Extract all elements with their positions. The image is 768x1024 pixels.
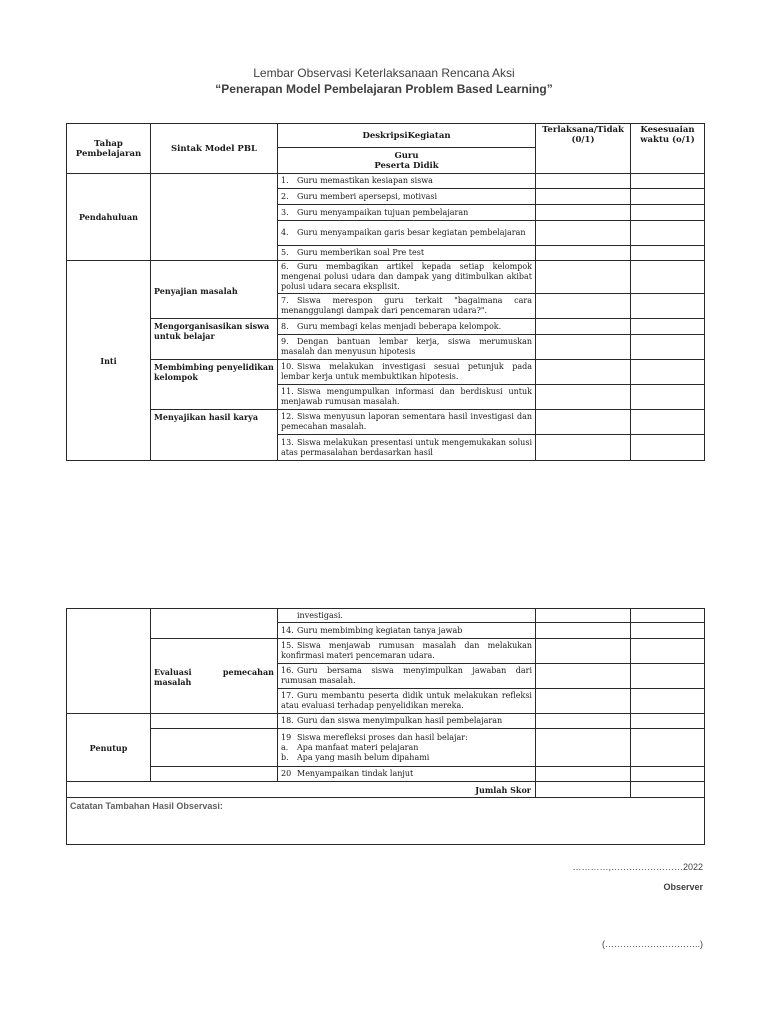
score-cell[interactable] <box>536 689 631 714</box>
score-cell[interactable] <box>536 639 631 664</box>
score-cell[interactable] <box>536 221 631 246</box>
time-cell[interactable] <box>631 174 705 189</box>
activity-item: 14. Guru membimbing kegiatan tanya jawab <box>278 623 536 639</box>
header-deskripsi: DeskripsiKegiatan <box>278 124 536 148</box>
time-cell[interactable] <box>631 639 705 664</box>
time-cell[interactable] <box>631 319 705 335</box>
activity-item: 7. Siswa merespon guru terkait "bagaimana cara menanggulangi dampak dari pencemaran udara?". <box>278 294 536 319</box>
observation-table-page2 <box>66 608 705 845</box>
sintak-empty <box>151 714 278 729</box>
activity-item: 10. Siswa melakukan investigasi sesuai petunjuk pada lembar kerja untuk membuktikan hipotesis. <box>278 360 536 385</box>
time-cell[interactable] <box>631 714 705 729</box>
score-cell[interactable] <box>536 261 631 294</box>
time-cell[interactable] <box>631 623 705 639</box>
time-cell[interactable] <box>631 261 705 294</box>
section-inti: Inti <box>67 261 151 461</box>
activity-item: 20 Menyampaikan tindak lanjut <box>278 767 536 782</box>
activity-item: 17. Guru membantu peserta didik untuk melakukan refleksi atau evaluasi terhadap penyelidikan mereka. <box>278 689 536 714</box>
activity-item: 18. Guru dan siswa menyimpulkan hasil pembelajaran <box>278 714 536 729</box>
score-cell[interactable] <box>536 335 631 360</box>
total-score-label: Jumlah Skor <box>67 782 536 798</box>
total-score-cell[interactable] <box>536 782 631 798</box>
sintak-evaluasi: Evaluasi pemecahan masalah <box>151 639 278 714</box>
time-cell[interactable] <box>631 664 705 689</box>
sintak-empty <box>151 609 278 639</box>
time-cell[interactable] <box>631 221 705 246</box>
activity-item: 12. Siswa menyusun laporan sementara hasil investigasi dan pemecahan masalah. <box>278 410 536 435</box>
observer-label: Observer <box>663 882 703 892</box>
score-cell[interactable] <box>536 174 631 189</box>
activity-item: 11. Siswa mengumpulkan informasi dan berdiskusi untuk menjawab rumusan masalah. <box>278 385 536 410</box>
time-cell[interactable] <box>631 729 705 767</box>
sintak-empty <box>151 729 278 767</box>
time-cell[interactable] <box>631 609 705 623</box>
signature-line: (…………………………..) <box>602 939 703 949</box>
time-cell[interactable] <box>631 360 705 385</box>
time-cell[interactable] <box>631 189 705 205</box>
activity-item: investigasi. <box>278 609 536 623</box>
activity-item: 4. Guru menyampaikan garis besar kegiatan pembelajaran <box>278 221 536 246</box>
sintak-membimbing: Membimbing penyelidikan kelompok <box>151 360 278 410</box>
activity-item: 2. Guru memberi apersepsi, motivasi <box>278 189 536 205</box>
document-title: Lembar Observasi Keterlaksanaan Rencana Aksi <box>253 66 515 80</box>
score-cell[interactable] <box>536 319 631 335</box>
notes-field[interactable]: Catatan Tambahan Hasil Observasi: <box>67 798 705 845</box>
score-cell[interactable] <box>536 435 631 461</box>
sintak-menyajikan: Menyajikan hasil karya <box>151 410 278 461</box>
time-cell[interactable] <box>631 246 705 261</box>
score-cell[interactable] <box>536 385 631 410</box>
header-terlaksana: Terlaksana/Tidak (0/1) <box>536 124 631 174</box>
time-cell[interactable] <box>631 689 705 714</box>
score-cell[interactable] <box>536 246 631 261</box>
header-peserta: Peserta Didik <box>374 160 439 171</box>
tahap-empty <box>67 609 151 714</box>
header-kesesuaian: Kesesuaian waktu (o/1) <box>631 124 705 174</box>
time-cell[interactable] <box>631 294 705 319</box>
time-cell[interactable] <box>631 767 705 782</box>
activity-item: 1. Guru memastikan kesiapan siswa <box>278 174 536 189</box>
activity-item: 8. Guru membagi kelas menjadi beberapa kelompok. <box>278 319 536 335</box>
score-cell[interactable] <box>536 623 631 639</box>
sintak-empty <box>151 767 278 782</box>
header-guru-peserta <box>278 148 536 174</box>
time-cell[interactable] <box>631 335 705 360</box>
sintak-mengorganisasikan: Mengorganisasikan siswa untuk belajar <box>151 319 278 360</box>
activity-item: 13. Siswa melakukan presentasi untuk mengemukakan solusi atas permasalahan berdasarkan hasil <box>278 435 536 461</box>
header-tahap: Tahap Pembelajaran <box>67 124 151 174</box>
section-pendahuluan: Pendahuluan <box>67 174 151 261</box>
time-cell[interactable] <box>631 385 705 410</box>
score-cell[interactable] <box>536 729 631 767</box>
document-subtitle: “Penerapan Model Pembelajaran Problem Based Learning” <box>215 82 553 96</box>
header-sintak: Sintak Model PBL <box>151 124 278 174</box>
score-cell[interactable] <box>536 767 631 782</box>
activity-item: 16. Guru bersama siswa menyimpulkan jawaban dari rumusan masalah. <box>278 664 536 689</box>
time-cell[interactable] <box>631 435 705 461</box>
sintak-penyajian: Penyajian masalah <box>151 261 278 319</box>
time-cell[interactable] <box>631 410 705 435</box>
total-time-cell[interactable] <box>631 782 705 798</box>
header-guru: Guru <box>394 150 419 161</box>
score-cell[interactable] <box>536 609 631 623</box>
score-cell[interactable] <box>536 410 631 435</box>
activity-item: 3. Guru menyampaikan tujuan pembelajaran <box>278 205 536 221</box>
score-cell[interactable] <box>536 189 631 205</box>
observation-table-page1 <box>66 123 705 461</box>
score-cell[interactable] <box>536 205 631 221</box>
activity-item: 15. Siswa menjawab rumusan masalah dan melakukan konfirmasi materi pencemaran udara. <box>278 639 536 664</box>
score-cell[interactable] <box>536 664 631 689</box>
score-cell[interactable] <box>536 294 631 319</box>
score-cell[interactable] <box>536 714 631 729</box>
score-cell[interactable] <box>536 360 631 385</box>
activity-item-reflection: 19 Siswa merefleksi proses dan hasil belajar: a. Apa manfaat materi pelajaran b. Apa yang masih belum dipahami <box>278 729 536 767</box>
sintak-empty <box>151 174 278 261</box>
time-cell[interactable] <box>631 205 705 221</box>
activity-item: 6. Guru membagikan artikel kepada setiap kelompok mengenai polusi udara dan dampak yang ditimbulkan akibat polusi udara secara eksplisit. <box>278 261 536 294</box>
activity-item: 9. Dengan bantuan lembar kerja, siswa merumuskan masalah dan menyusun hipotesis <box>278 335 536 360</box>
activity-item: 5. Guru memberikan soal Pre test <box>278 246 536 261</box>
date-line: …………,……………………2022 <box>572 862 703 872</box>
section-penutup: Penutup <box>67 714 151 782</box>
